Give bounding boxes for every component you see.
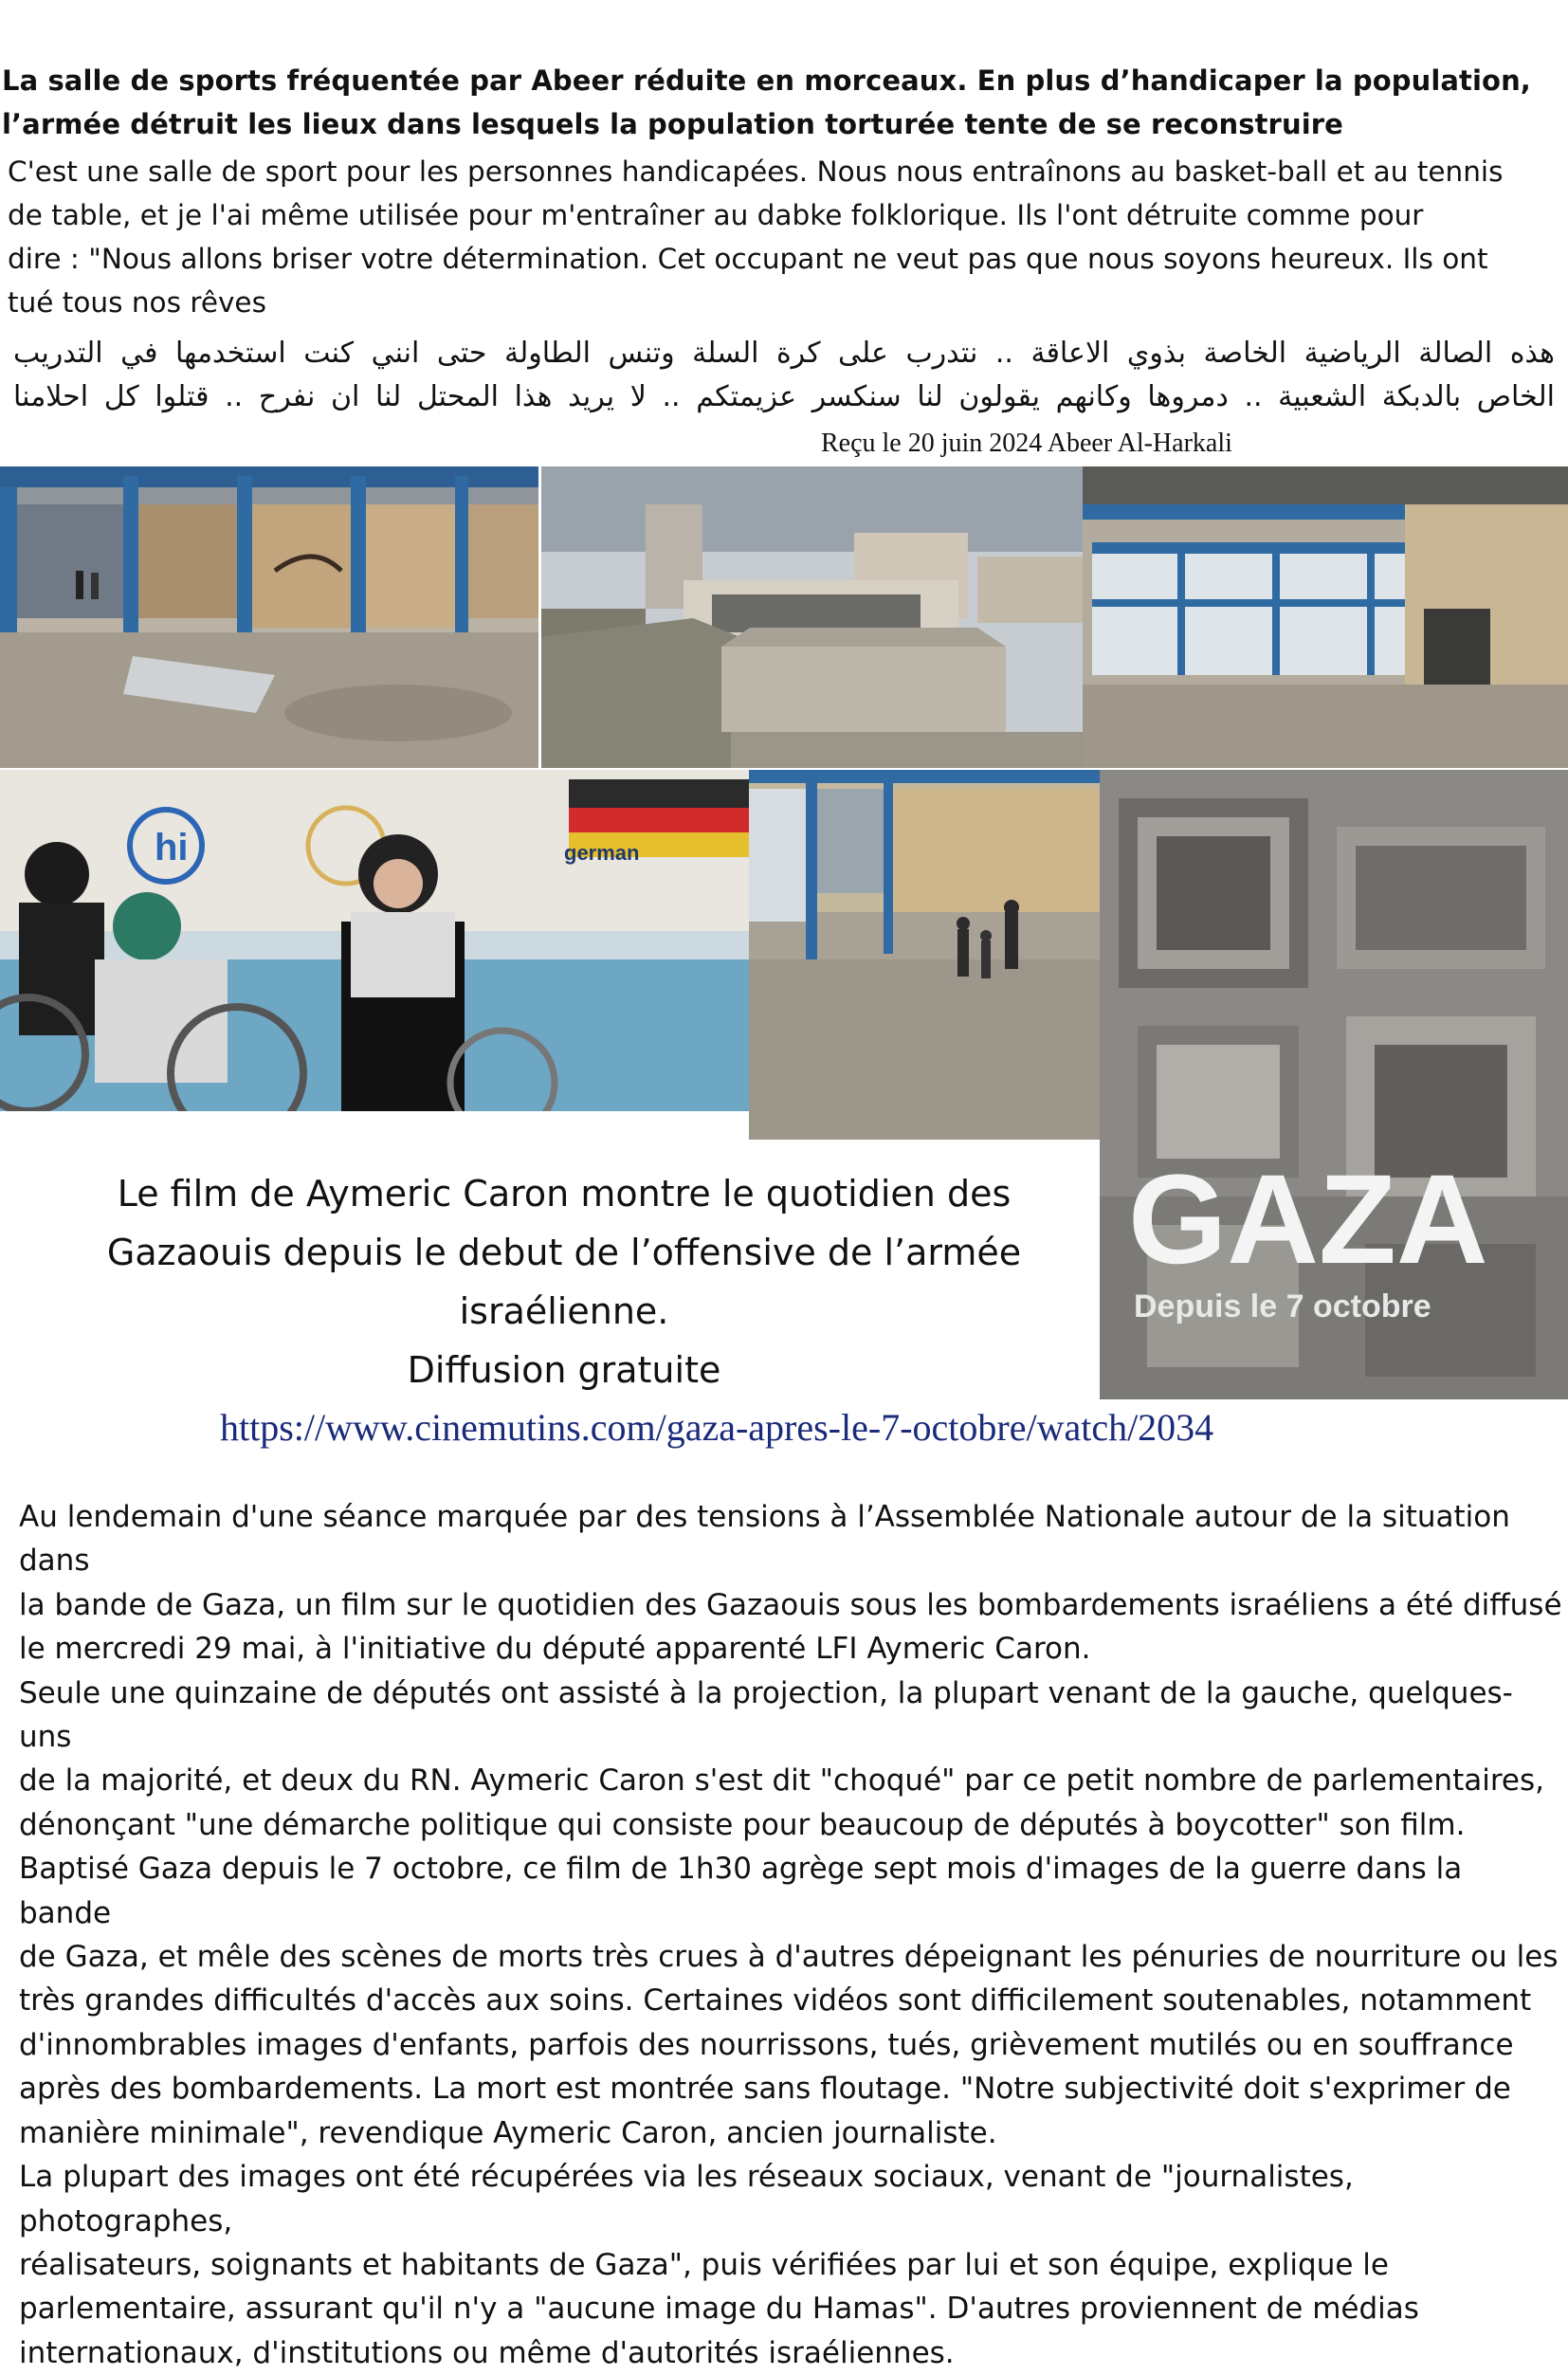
body-line: de Gaza, et mêle des scènes de morts très crues à d'autres dépeignant les pénuries de nourriture ou les bbox=[19, 1940, 1559, 1975]
body-line: après des bombardements. La mort est montrée sans floutage. "Notre subjectivité doit s'exprimer de bbox=[19, 2072, 1511, 2107]
body-line: Au lendemain d'une séance marquée par des tensions à l’Assemblée Nationale autour de la situation dans bbox=[19, 1500, 1510, 1579]
body-line: dénonçant "une démarche politique qui consiste pour beaucoup de députés à boycotter" son film. bbox=[19, 1807, 1466, 1842]
headline bbox=[2, 59, 1557, 146]
body-line: manière minimale", revendique Aymeric Caron, ancien journaliste. bbox=[19, 2115, 997, 2150]
body-line: la bande de Gaza, un film sur le quotidien des Gazaouis sous les bombardements israéliens a été diffusé bbox=[19, 1587, 1562, 1622]
photo-wheelchair-athletes bbox=[0, 770, 749, 1111]
film-line: Gazaouis depuis le debut de l’offensive de l’armée bbox=[106, 1232, 1022, 1273]
intro-line: C'est une salle de sport pour les personnes handicapées. Nous nous entraînons au basket-ball et au tennis bbox=[8, 155, 1504, 188]
body-line: internationaux, d'institutions ou même d'autorités israéliennes. bbox=[19, 2335, 955, 2370]
arabic-quote bbox=[13, 332, 1555, 419]
poster-title: GAZA bbox=[1128, 1149, 1488, 1290]
film-line: israélienne. bbox=[459, 1290, 669, 1332]
poster-subtitle: Depuis le 7 octobre bbox=[1134, 1288, 1431, 1325]
film-url-link[interactable]: https://www.cinemutins.com/gaza-apres-le-7-octobre/watch/2034 bbox=[220, 1406, 1214, 1449]
gaza-film-poster bbox=[1100, 770, 1568, 1399]
headline-line: La salle de sports fréquentée par Abeer réduite en morceaux. En plus d’handicaper la population, bbox=[2, 64, 1531, 97]
arabic-line: هذه الصالة الرياضية الخاصة بذوي الاعاقة .. نتدرب على كرة السلة وتنس الطاولة حتى انني كنت استخدمها في التدريب bbox=[13, 337, 1555, 370]
body-line: de la majorité, et deux du RN. Aymeric Caron s'est dit "choqué" par ce petit nombre de parlementaires, bbox=[19, 1763, 1544, 1799]
photo-building-exterior bbox=[541, 466, 1083, 768]
arabic-line: الخاص بالدبكة الشعبية .. دمروها وكانهم يقولون لنا سنكسر عزيمتكم .. لا يريد هذا المحتل لنا ان نفرح .. قتلوا كل احلامنا bbox=[13, 380, 1555, 413]
photo-gym-windows bbox=[1083, 466, 1568, 768]
sign-text: german bbox=[564, 841, 640, 865]
body-line: d'innombrables images d'enfants, parfois des nourrissons, tués, grièvement mutilés ou en souffrance bbox=[19, 2027, 1514, 2062]
body-line: Seule une quinzaine de députés ont assisté à la projection, la plupart venant de la gauche, quelques-uns bbox=[19, 1675, 1513, 1755]
body-line: réalisateurs, soignants et habitants de Gaza", puis vérifiées par lui et son équipe, explique le bbox=[19, 2247, 1389, 2282]
body-line: Baptisé Gaza depuis le 7 octobre, ce film de 1h30 agrège sept mois d'images de la guerre dans la bande bbox=[19, 1852, 1463, 1930]
body-line: parlementaire, assurant qu'il n'y a "aucune image du Hamas". D'autres proviennent de médias bbox=[19, 2292, 1419, 2327]
photo-gym-interior bbox=[0, 466, 538, 768]
article-body bbox=[19, 1495, 1562, 2375]
intro-line: de table, et je l'ai même utilisée pour m'entraîner au dabke folklorique. Ils l'ont détruite comme pour bbox=[8, 199, 1424, 231]
film-description bbox=[38, 1164, 1090, 1399]
headline-line: l’armée détruit les lieux dans lesquels la population torturée tente de se reconstruire bbox=[2, 108, 1343, 140]
intro-quote bbox=[8, 150, 1562, 324]
film-line: Diffusion gratuite bbox=[407, 1349, 721, 1391]
body-line: très grandes difficultés d'accès aux soins. Certaines vidéos sont difficilement soutenables, notamment bbox=[19, 1983, 1532, 2019]
intro-line: tué tous nos rêves bbox=[8, 286, 266, 319]
photo-credit: Reçu le 20 juin 2024 Abeer Al-Harkali bbox=[821, 429, 1232, 458]
body-line: La plupart des images ont été récupérées via les réseaux sociaux, venant de "journalistes, photographes, bbox=[19, 2160, 1354, 2238]
film-line: Le film de Aymeric Caron montre le quotidien des bbox=[117, 1173, 1012, 1215]
svg-text:hi: hi bbox=[155, 827, 189, 868]
photo-people-ruins bbox=[749, 770, 1100, 1140]
intro-line: dire : "Nous allons briser votre détermination. Cet occupant ne veut pas que nous soyons heureux. Ils ont bbox=[8, 243, 1488, 275]
body-line: le mercredi 29 mai, à l'initiative du député apparenté LFI Aymeric Caron. bbox=[19, 1632, 1091, 1667]
